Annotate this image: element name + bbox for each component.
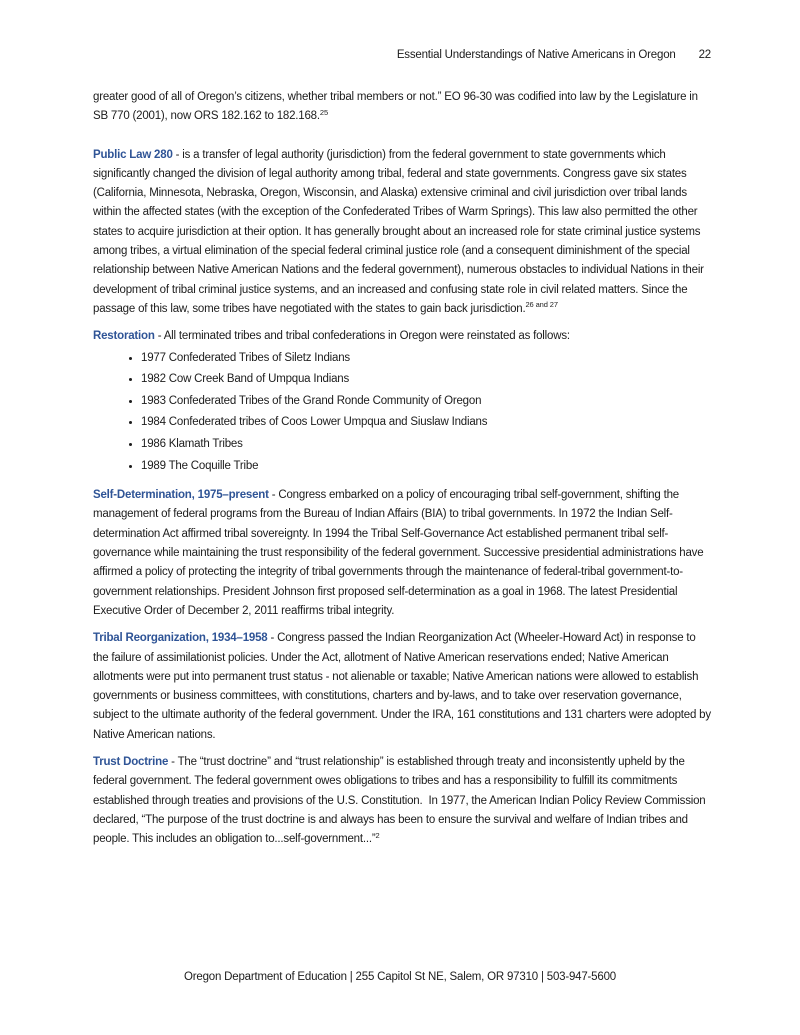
- section-heading-tribal-reorganization: Tribal Reorganization, 1934–1958: [93, 632, 268, 645]
- heading-separator: -: [168, 755, 178, 768]
- restoration-list-item: • 1989 The Coquille Tribe: [141, 456, 713, 478]
- section-trust-doctrine: [93, 753, 713, 849]
- header-title: Essential Understandings of Native Americans in Oregon: [396, 49, 676, 61]
- footnote-ref-2: 2: [375, 830, 380, 840]
- section-heading-restoration: Restoration: [93, 330, 155, 343]
- section-body-public-law-280: is a transfer of legal authority (jurisdiction) from the federal government to state governments which significantly changed the division of legal authority among tribal, federal and state governments. Congress gave six states (California, Minnesota, Nebraska, Oregon, Wisconsin, and Alaska) extensive criminal and civil jurisdiction over tribal lands within the affected states (with the exception of the Confederated Tribes of Warm Springs). This law also permitted the other states to acquire jurisdiction at their option. It has generally brought about an increased role for state criminal justice systems among tribes, a virtual elimination of the special federal criminal justice role (and a consequent diminishment of the special relationship between Native American Nations and the federal government), numerous obstacles to individual Nations in their development of tribal criminal justice systems, and an increased and confusing state role in civil related matters. Since the passage of this law, some tribes have negotiated with the states to gain back jurisdiction.: [93, 148, 707, 315]
- footnote-ref-26-27: 26 and 27: [525, 300, 558, 310]
- section-heading-trust-doctrine: Trust Doctrine: [93, 755, 169, 768]
- restoration-list-item: • 1986 Klamath Tribes: [141, 434, 713, 456]
- restoration-list-item: • 1977 Confederated Tribes of Siletz Indians: [141, 348, 713, 370]
- heading-separator: -: [154, 330, 164, 343]
- section-heading-public-law-280: Public Law 280: [93, 148, 173, 161]
- heading-separator: -: [172, 148, 183, 161]
- page-header: [93, 49, 711, 61]
- footnote-ref-25: 25: [319, 107, 329, 117]
- section-body-trust-doctrine: The “trust doctrine” and “trust relationship” is established through treaty and inconsistently upheld by the federal government. The federal government owes obligations to tribes and has a responsibility to fulfill its commitments established through treaties and provisions of the U.S. Constitution. In 1977, the American Indian Policy Review Commission declared, “The purpose of the trust doctrine is and always has been to ensure the survival and welfare of Indian tribes and people. This includes an obligation to...self-government...”: [93, 755, 709, 846]
- section-body-tribal-reorganization: Congress passed the Indian Reorganization Act (Wheeler-Howard Act) in response to the failure of assimilationist policies. Under the Act, allotment of Native American reservations ended; Native American allotments were put into permanent trust status - not alienable or taxable; Native American nations were allowed to establish governments or business committees, with constitutions, charters and by-laws, and to take over reservation governance, subject to the ultimate authority of the federal government. Under the IRA, 161 constitutions and 131 charters were adopted by Native American nations.: [93, 632, 714, 741]
- restoration-list-item: • 1984 Confederated tribes of Coos Lower Umpqua and Siuslaw Indians: [141, 412, 713, 434]
- restoration-list: [93, 348, 713, 478]
- heading-separator: -: [267, 632, 278, 645]
- section-tribal-reorganization: [93, 629, 713, 745]
- intro-paragraph: [93, 88, 713, 127]
- section-restoration: [93, 327, 713, 346]
- page-number: 22: [698, 49, 711, 61]
- heading-separator: -: [268, 489, 279, 502]
- section-heading-self-determination: Self-Determination, 1975–present: [93, 489, 269, 502]
- section-public-law-280: [93, 146, 713, 320]
- section-body-restoration: All terminated tribes and tribal confederations in Oregon were reinstated as follows:: [163, 330, 570, 343]
- restoration-list-item: • 1983 Confederated Tribes of the Grand Ronde Community of Oregon: [141, 391, 713, 413]
- section-body-self-determination: Congress embarked on a policy of encouraging tribal self-government, shifting the management of federal programs from the Bureau of Indian Affairs (BIA) to tribal governments. In 1972 the Indian Self-determination Act affirmed tribal sovereignty. In 1994 the Tribal Self-Governance Act established permanent tribal self-governance while maintaining the trust responsibility of the federal government. Successive presidential administrations have affirmed a policy of protecting the integrity of tribal governments through the maintenance of federal-tribal government-to-government relationships. President Johnson first proposed self-determination as a goal in 1968. The latest Presidential Executive Order of December 2, 2011 reaffirms tribal integrity.: [93, 489, 707, 617]
- restoration-list-item: • 1982 Cow Creek Band of Umpqua Indians: [141, 369, 713, 391]
- intro-text: greater good of all of Oregon’s citizens, whether tribal members or not.” EO 96-30 was codified into law by the Legislature in SB 770 (2001), now ORS 182.162 to 182.168.: [93, 91, 701, 123]
- page-content: [93, 88, 713, 857]
- page-footer: Oregon Department of Education | 255 Capitol St NE, Salem, OR 97310 | 503-947-5600: [184, 971, 616, 983]
- section-self-determination: [93, 486, 713, 621]
